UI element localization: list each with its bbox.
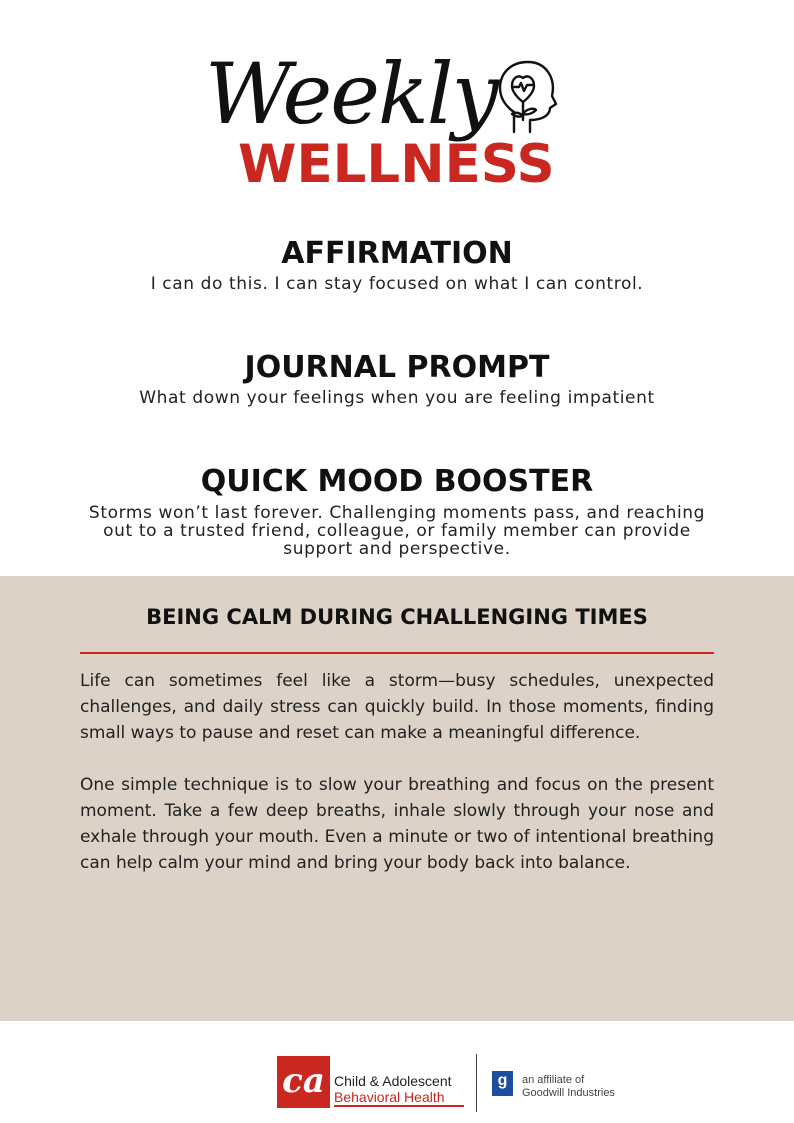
header bbox=[0, 0, 794, 200]
affirmation-text: I can do this. I can stay focused on what I can control. bbox=[150, 274, 644, 294]
feature-body bbox=[80, 668, 714, 902]
head-heart-flower-icon bbox=[490, 56, 562, 136]
title-wellness: WELLNESS bbox=[238, 134, 555, 195]
feature-paragraph: One simple technique is to slow your breathing and focus on the present moment. Take a few deep breaths, inhale slowly through your nose and exhale through your mouth. Even a minute or two of intentional breathing can help calm your mind and bring your body back into balance. bbox=[80, 775, 714, 873]
footer bbox=[0, 1021, 794, 1123]
affirmation-heading: AFFIRMATION bbox=[281, 236, 513, 271]
org-name-line2: Behavioral Health bbox=[334, 1089, 445, 1105]
journal-prompt-heading: JOURNAL PROMPT bbox=[244, 350, 550, 385]
mood-booster-heading: QUICK MOOD BOOSTER bbox=[200, 464, 594, 499]
goodwill-logo bbox=[492, 1071, 513, 1096]
goodwill-logo-letter: g bbox=[497, 1072, 508, 1089]
affiliate-line1: an affiliate of bbox=[522, 1074, 585, 1086]
org-name-line1: Child & Adolescent bbox=[334, 1073, 452, 1089]
affiliate-text bbox=[522, 1074, 615, 1100]
cabh-logo-letters: ca bbox=[282, 1061, 325, 1101]
feature-paragraph: Life can sometimes feel like a storm—busy schedules, unexpected challenges, and daily stress can quickly build. In those moments, finding small ways to pause and reset can make a meaningful difference. bbox=[80, 671, 714, 743]
cabh-logo bbox=[277, 1056, 330, 1108]
mood-booster-section bbox=[0, 462, 794, 558]
journal-prompt-text: What down your feelings when you are feeling impatient bbox=[139, 388, 655, 408]
title-weekly: Weekly bbox=[205, 45, 498, 143]
mood-booster-text: Storms won’t last forever. Challenging moments pass, and reaching out to a trusted friend, colleague, or family member can provide support and perspective. bbox=[88, 503, 706, 559]
org-name bbox=[334, 1073, 452, 1105]
journal-prompt-section bbox=[0, 348, 794, 408]
footer-divider bbox=[476, 1054, 477, 1112]
feature-title: BEING CALM DURING CHALLENGING TIMES bbox=[146, 605, 648, 629]
org-underline bbox=[334, 1105, 464, 1107]
affiliate-line2: Goodwill Industries bbox=[522, 1087, 615, 1099]
feature-divider bbox=[80, 652, 714, 654]
affirmation-section bbox=[0, 234, 794, 294]
